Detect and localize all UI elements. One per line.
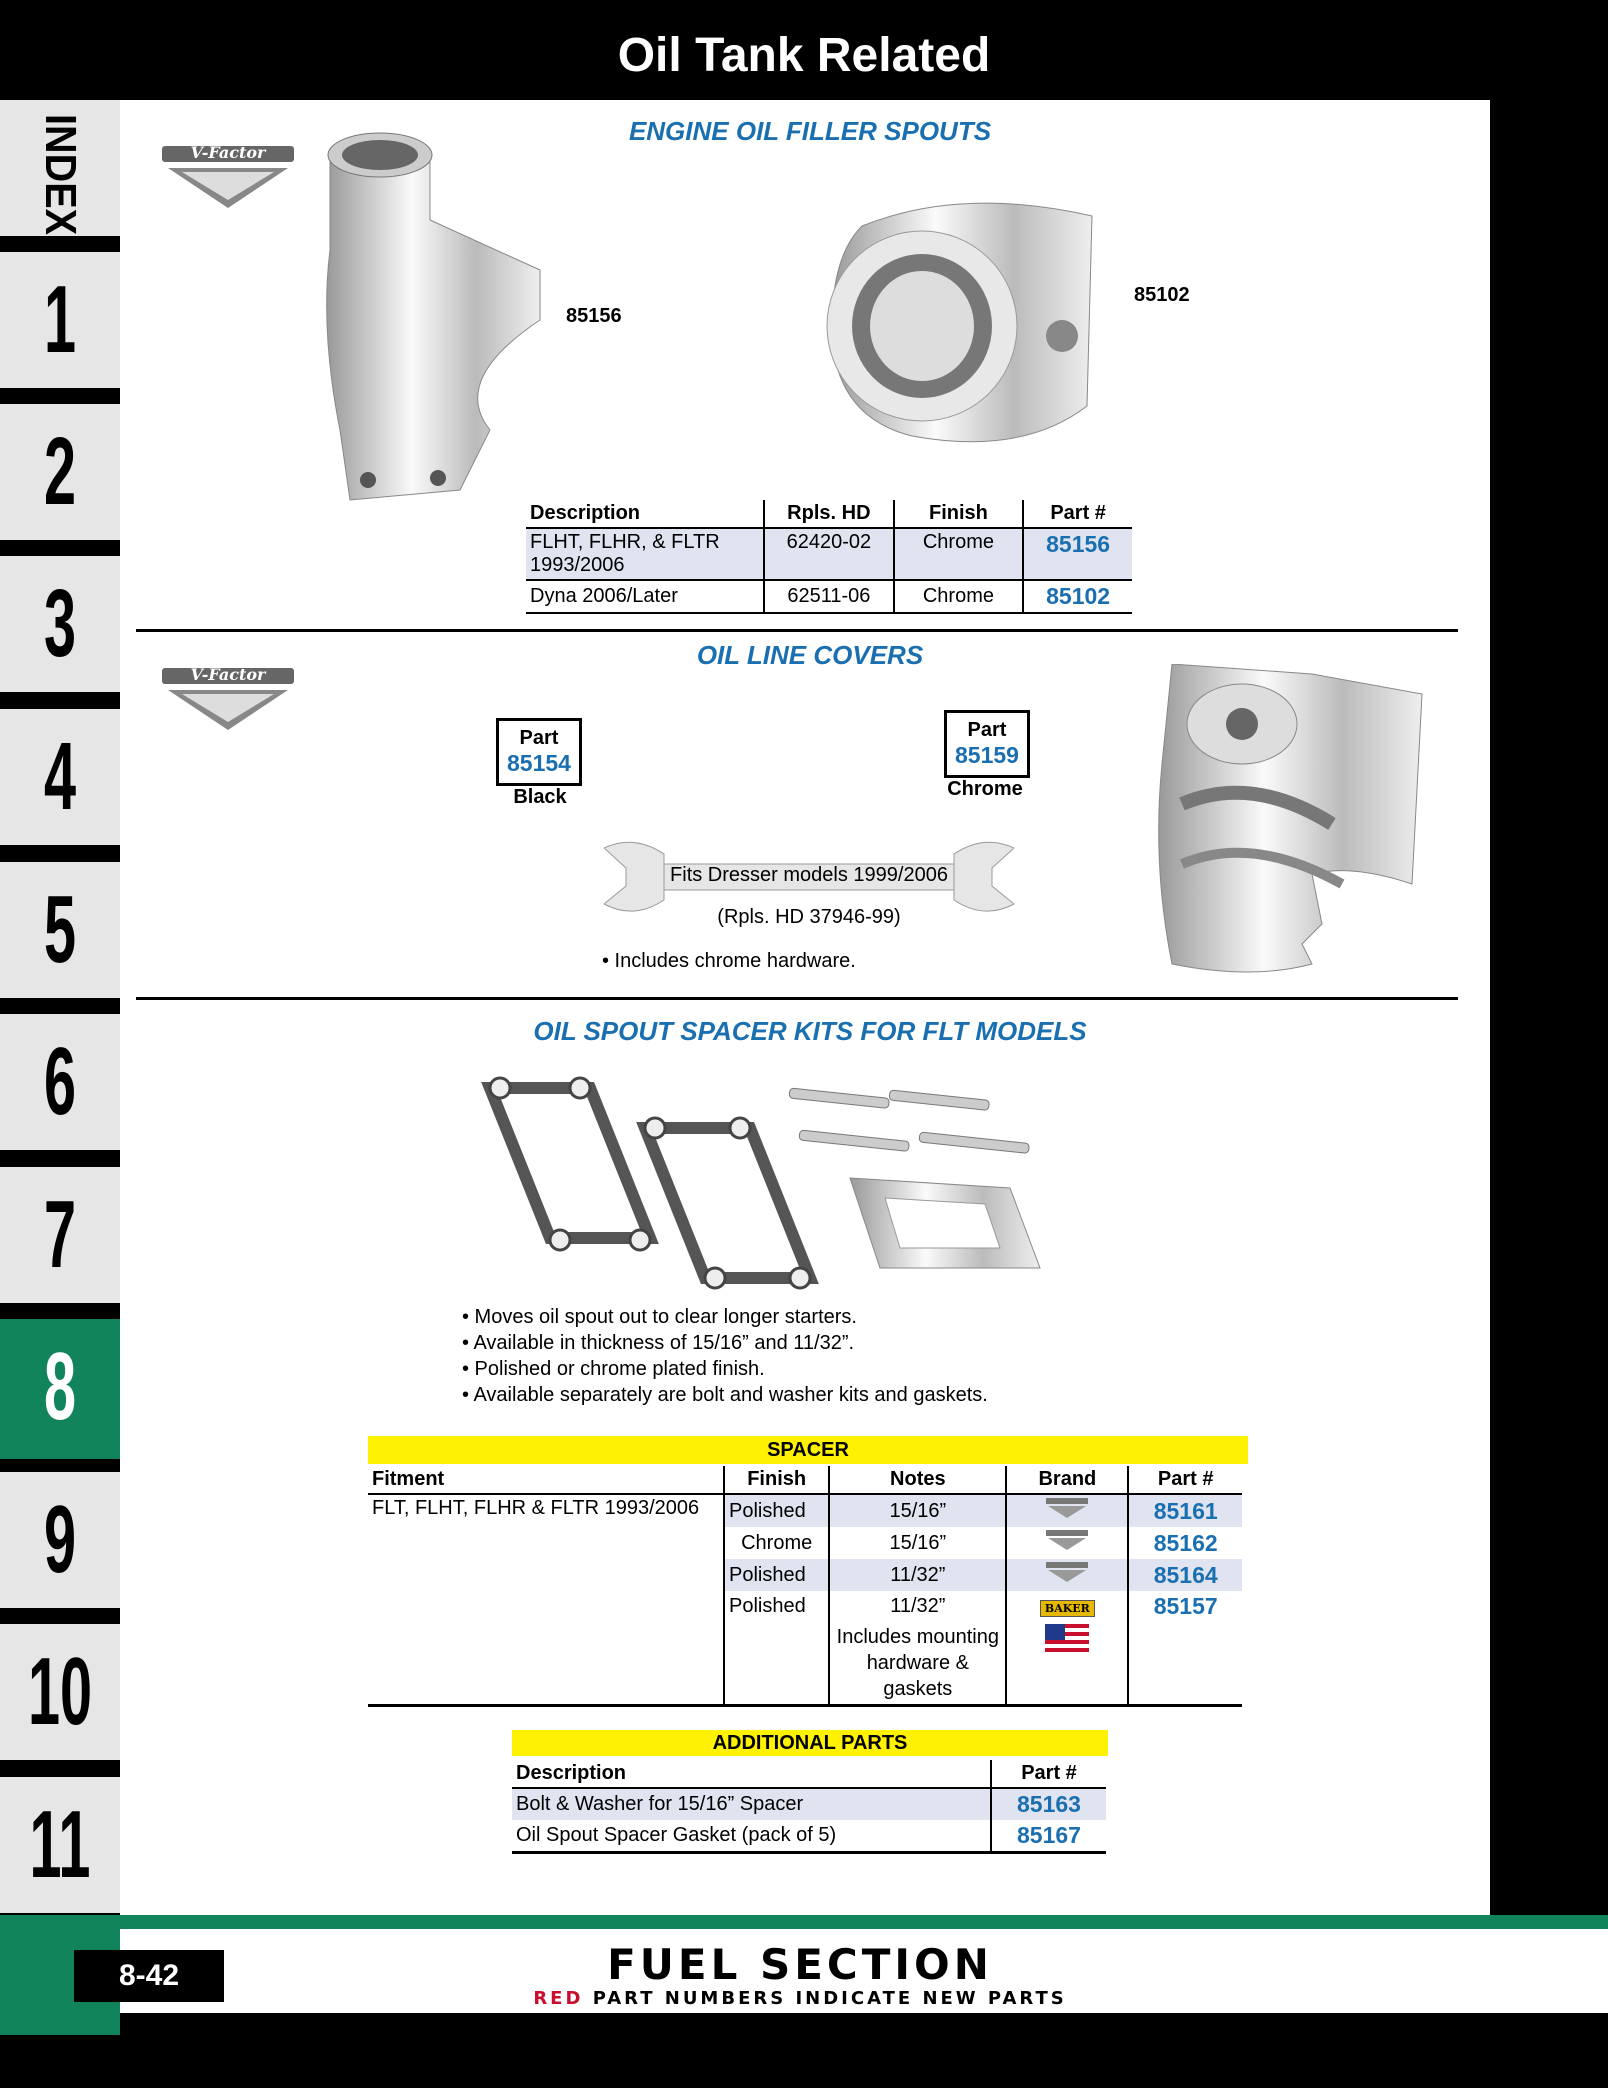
page-title: Oil Tank Related (617, 29, 991, 82)
tab-label: 2 (43, 418, 77, 525)
wrench-fitment-text: Fits Dresser models 1999/2006 (670, 864, 948, 886)
column-header: Rpls. HD (764, 500, 894, 528)
part-number[interactable]: 85154 (507, 750, 571, 776)
section-divider (136, 997, 1458, 1000)
cell-description: Oil Spout Spacer Gasket (pack of 5) (512, 1820, 991, 1853)
v-factor-brand-icon (1042, 1561, 1092, 1583)
table-row (526, 528, 1132, 580)
tab-10[interactable] (0, 1624, 120, 1760)
table-row (368, 1559, 1242, 1591)
table-row (512, 1788, 1106, 1820)
cell-finish: Polished (724, 1494, 829, 1527)
tab-label: 1 (43, 266, 77, 373)
v-factor-brand-icon (1042, 1529, 1092, 1551)
tab-label: 4 (43, 723, 77, 830)
part-box-85154 (496, 718, 582, 786)
cell-part-number[interactable]: 85157 (1128, 1591, 1242, 1622)
cell-part-number[interactable]: 85164 (1128, 1559, 1242, 1591)
column-header: Brand (1006, 1466, 1128, 1494)
cell-notes: 11/32” (829, 1591, 1006, 1622)
cell-brand (1006, 1591, 1128, 1622)
spacer-section-title: OIL SPOUT SPACER KITS FOR FLT MODELS (533, 1016, 1087, 1046)
cell-fitment-empty (368, 1622, 724, 1706)
column-header: Part # (1128, 1466, 1242, 1494)
tab-label: INDEX (36, 114, 85, 236)
table-header-row (368, 1466, 1242, 1494)
tab-label: 7 (43, 1181, 77, 1288)
tab-index[interactable] (0, 100, 120, 236)
part-box-85159 (944, 710, 1030, 778)
spacer-table (368, 1466, 1242, 1707)
image-label-85156: 85156 (566, 305, 622, 327)
tab-9[interactable] (0, 1472, 120, 1608)
oil-line-cover-image (1152, 664, 1424, 980)
cell-part-number[interactable]: 85163 (991, 1788, 1106, 1820)
v-factor-logo-text: V-Factor (190, 143, 266, 162)
column-header: Description (512, 1760, 991, 1788)
column-header: Finish (894, 500, 1024, 528)
tab-4[interactable] (0, 709, 120, 845)
feature-bullet: • Polished or chrome plated finish. (462, 1358, 765, 1380)
tab-label: 3 (43, 570, 77, 677)
page-number: 8-42 (74, 1950, 224, 2002)
cell-finish: Polished (724, 1591, 829, 1622)
table-header-row (526, 500, 1132, 528)
section-name: FUEL SECTION (607, 1940, 993, 1989)
footer-green-strip (0, 1915, 1608, 1929)
note-text: PART NUMBERS INDICATE NEW PARTS (583, 1988, 1067, 2009)
tab-label: 9 (43, 1486, 77, 1593)
spacer-kit-icon (480, 1068, 1080, 1298)
tab-2[interactable] (0, 404, 120, 540)
cell-fitment-empty (368, 1527, 724, 1559)
section-divider (136, 629, 1458, 632)
tab-5[interactable] (0, 862, 120, 998)
chrome-spout-icon (822, 196, 1102, 458)
cell-brand (1006, 1622, 1128, 1706)
v-factor-brand-icon (1042, 1497, 1092, 1519)
cell-brand (1006, 1527, 1128, 1559)
usa-flag-icon (1045, 1624, 1089, 1654)
cell-rpls: 62511-06 (764, 580, 894, 613)
cell-notes: Includes mounting hardware & gaskets (829, 1622, 1006, 1706)
tab-6[interactable] (0, 1014, 120, 1150)
spacer-table-title: SPACER (368, 1436, 1248, 1464)
replaces-hd-text: (Rpls. HD 37946-99) (717, 906, 901, 928)
tab-label: 10 (27, 1638, 93, 1745)
cell-part-empty (1128, 1622, 1242, 1706)
cell-rpls: 62420-02 (764, 528, 894, 580)
tab-7[interactable] (0, 1167, 120, 1303)
finish-label-black: Black (513, 786, 567, 808)
cell-part-number[interactable]: 85161 (1128, 1494, 1242, 1527)
cell-finish: Chrome (894, 528, 1024, 580)
v-factor-logo-text: V-Factor (190, 665, 266, 684)
cell-notes: 11/32” (829, 1559, 1006, 1591)
cell-brand (1006, 1559, 1128, 1591)
cell-brand (1006, 1494, 1128, 1527)
cell-description: FLHT, FLHR, & FLTR 1993/2006 (526, 528, 764, 580)
cell-fitment: FLT, FLHT, FLHR & FLTR 1993/2006 (368, 1494, 724, 1527)
tab-8[interactable] (0, 1319, 120, 1459)
part-number[interactable]: 85159 (955, 742, 1019, 768)
feature-bullet: • Moves oil spout out to clear longer starters. (462, 1306, 857, 1328)
table-row (368, 1527, 1242, 1559)
cell-notes: 15/16” (829, 1527, 1006, 1559)
part-box-heading: Part (967, 719, 1007, 741)
feature-bullet: • Available in thickness of 15/16” and 11/32”. (462, 1332, 855, 1354)
part-box-heading: Part (519, 727, 559, 749)
column-header: Part # (1023, 500, 1132, 528)
cell-finish: Chrome (724, 1527, 829, 1559)
covers-section-title: OIL LINE COVERS (696, 640, 924, 670)
tab-3[interactable] (0, 556, 120, 692)
tab-label: 11 (29, 1791, 91, 1898)
table-row (526, 580, 1132, 613)
cell-finish: Chrome (894, 580, 1024, 613)
chrome-cover-icon (1152, 664, 1424, 980)
cell-part-number[interactable]: 85102 (1023, 580, 1132, 613)
table-row (512, 1820, 1106, 1853)
column-header: Part # (991, 1760, 1106, 1788)
cell-notes: 15/16” (829, 1494, 1006, 1527)
additional-table-title: ADDITIONAL PARTS (512, 1730, 1108, 1756)
cell-part-number[interactable]: 85167 (991, 1820, 1106, 1853)
image-label-85102: 85102 (1134, 284, 1190, 306)
cell-description: Bolt & Washer for 15/16” Spacer (512, 1788, 991, 1820)
note-red-word: RED (533, 1988, 584, 2009)
filler-section-title: ENGINE OIL FILLER SPOUTS (628, 116, 992, 146)
column-header: Finish (724, 1466, 829, 1494)
feature-bullet: • Includes chrome hardware. (602, 950, 856, 972)
cell-finish: Polished (724, 1559, 829, 1591)
right-margin-bar (1490, 100, 1608, 1915)
cell-description: Dyna 2006/Later (526, 580, 764, 613)
finish-label-chrome: Chrome (947, 778, 1023, 800)
additional-parts-table (512, 1760, 1106, 1854)
table-header-row (512, 1760, 1106, 1788)
filler-table (526, 500, 1132, 614)
tab-label: 8 (43, 1333, 77, 1440)
cell-fitment-empty (368, 1559, 724, 1591)
chrome-spout-icon (310, 130, 560, 510)
table-row (368, 1494, 1242, 1527)
baker-brand-logo: BAKER (1040, 1600, 1095, 1617)
spacer-feature-list (462, 1304, 988, 1408)
column-header: Notes (829, 1466, 1006, 1494)
v-factor-logo (158, 664, 298, 734)
cell-part-number[interactable]: 85162 (1128, 1527, 1242, 1559)
filler-spout-85156-image (310, 130, 560, 510)
column-header: Fitment (368, 1466, 724, 1494)
v-factor-logo (158, 142, 298, 212)
spacer-kit-image (480, 1068, 1080, 1298)
new-parts-note (400, 1988, 1200, 2009)
column-header: Description (526, 500, 764, 528)
tab-11[interactable] (0, 1777, 120, 1913)
tab-1[interactable] (0, 252, 120, 388)
table-row (368, 1591, 1242, 1622)
filler-spout-85102-image (822, 196, 1102, 458)
feature-bullet: • Available separately are bolt and washer kits and gaskets. (462, 1384, 988, 1406)
cell-fitment-empty (368, 1591, 724, 1622)
tab-label: 6 (43, 1028, 77, 1135)
cell-finish-empty (724, 1622, 829, 1706)
tab-label: 5 (43, 876, 77, 983)
table-row (368, 1622, 1242, 1706)
cell-part-number[interactable]: 85156 (1023, 528, 1132, 580)
